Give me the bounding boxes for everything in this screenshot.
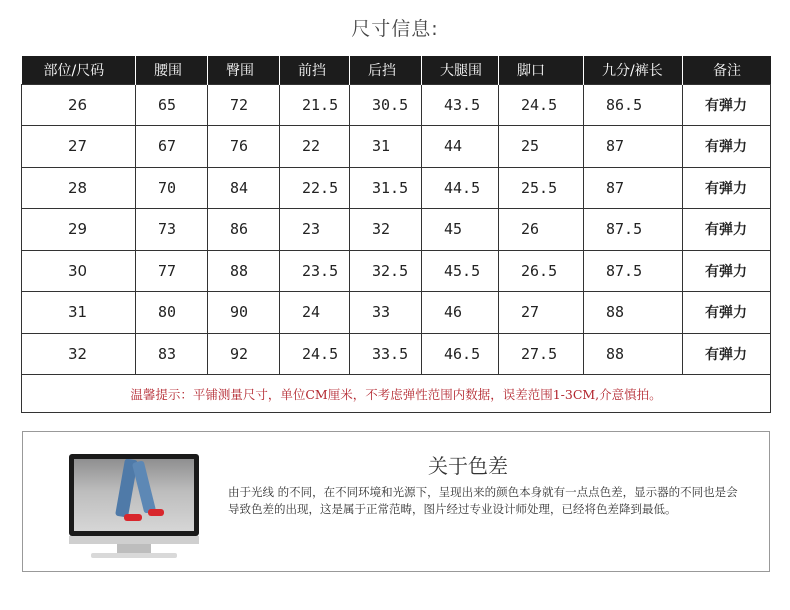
table-cell: 33 [350,292,422,334]
table-cell: 72 [208,84,280,126]
table-row [22,167,771,209]
monitor-screen [74,459,194,531]
table-cell-note: 有弹力 [683,333,771,375]
table-cell: 90 [208,292,280,334]
table-row [22,126,771,168]
table-row [22,209,771,251]
table-cell: 25.5 [499,167,584,209]
table-cell: 32 [350,209,422,251]
table-cell: 77 [136,250,208,292]
table-cell: 27 [499,292,584,334]
table-row [22,84,771,126]
table-cell: 30 [22,250,136,292]
size-table [21,56,771,413]
table-cell: 33.5 [350,333,422,375]
monitor-image [63,454,203,562]
table-cell: 32.5 [350,250,422,292]
jeans-leg-right [132,460,156,513]
table-cell: 76 [208,126,280,168]
table-cell: 26.5 [499,250,584,292]
table-cell: 65 [136,84,208,126]
table-cell: 23.5 [280,250,350,292]
table-cell: 27.5 [499,333,584,375]
table-cell: 32 [22,333,136,375]
table-cell: 23 [280,209,350,251]
table-hint-row [22,375,771,413]
table-cell: 46 [422,292,499,334]
table-cell: 28 [22,167,136,209]
table-cell: 44.5 [422,167,499,209]
table-header-cell: 备注 [683,56,771,84]
table-cell: 86.5 [584,84,683,126]
table-cell: 88 [208,250,280,292]
table-cell: 45.5 [422,250,499,292]
table-cell: 31 [22,292,136,334]
table-header-cell: 臀围 [208,56,280,84]
table-cell-note: 有弹力 [683,167,771,209]
measurement-hint: 温馨提示：平铺测量尺寸，单位CM厘米，不考虑弹性范围内数据，误差范围1-3CM,介意慎拍。 [22,375,771,413]
table-header-cell: 部位/尺码 [22,56,136,84]
red-shoe-left [124,514,142,521]
table-header-cell: 九分/裤长 [584,56,683,84]
table-cell: 88 [584,292,683,334]
table-row [22,292,771,334]
table-cell: 87 [584,126,683,168]
color-difference-text: 由于光线 的不同，在不同环境和光源下，呈现出来的颜色本身就有一点点色差，显示器的不同也是会导致色差的出现，这是属于正常范畴，图片经过专业设计师处理，已经将色差降到最低。 [228,485,738,516]
table-cell: 83 [136,333,208,375]
table-cell: 80 [136,292,208,334]
red-shoe-right [148,509,164,516]
table-cell: 27 [22,126,136,168]
table-cell: 86 [208,209,280,251]
table-cell: 29 [22,209,136,251]
table-row [22,333,771,375]
table-header-cell: 腰围 [136,56,208,84]
table-cell: 22 [280,126,350,168]
page-title: 尺寸信息: [351,18,439,40]
table-cell-note: 有弹力 [683,126,771,168]
table-header-row [22,56,771,84]
table-cell: 45 [422,209,499,251]
table-cell-note: 有弹力 [683,84,771,126]
table-cell: 26 [22,84,136,126]
monitor-base [91,553,177,558]
table-cell: 44 [422,126,499,168]
table-cell: 73 [136,209,208,251]
table-cell-note: 有弹力 [683,250,771,292]
table-cell: 25 [499,126,584,168]
table-row [22,250,771,292]
table-header-cell: 前挡 [280,56,350,84]
table-cell: 84 [208,167,280,209]
table-cell: 24.5 [499,84,584,126]
table-cell: 31 [350,126,422,168]
table-cell: 87.5 [584,209,683,251]
table-cell: 46.5 [422,333,499,375]
table-cell: 26 [499,209,584,251]
table-cell: 31.5 [350,167,422,209]
table-cell: 88 [584,333,683,375]
table-cell: 24 [280,292,350,334]
table-header-cell: 后挡 [350,56,422,84]
table-cell: 24.5 [280,333,350,375]
table-cell: 70 [136,167,208,209]
table-cell: 21.5 [280,84,350,126]
table-cell: 87.5 [584,250,683,292]
table-cell: 30.5 [350,84,422,126]
color-difference-panel [22,431,770,572]
table-cell: 92 [208,333,280,375]
table-cell: 43.5 [422,84,499,126]
table-cell-note: 有弹力 [683,292,771,334]
table-header-cell: 大腿围 [422,56,499,84]
color-difference-title: 关于色差 [428,454,508,478]
table-header-cell: 脚口 [499,56,584,84]
table-cell: 67 [136,126,208,168]
table-cell: 87 [584,167,683,209]
table-cell: 22.5 [280,167,350,209]
table-cell-note: 有弹力 [683,209,771,251]
monitor-chin [69,536,199,544]
monitor-frame [69,454,199,536]
